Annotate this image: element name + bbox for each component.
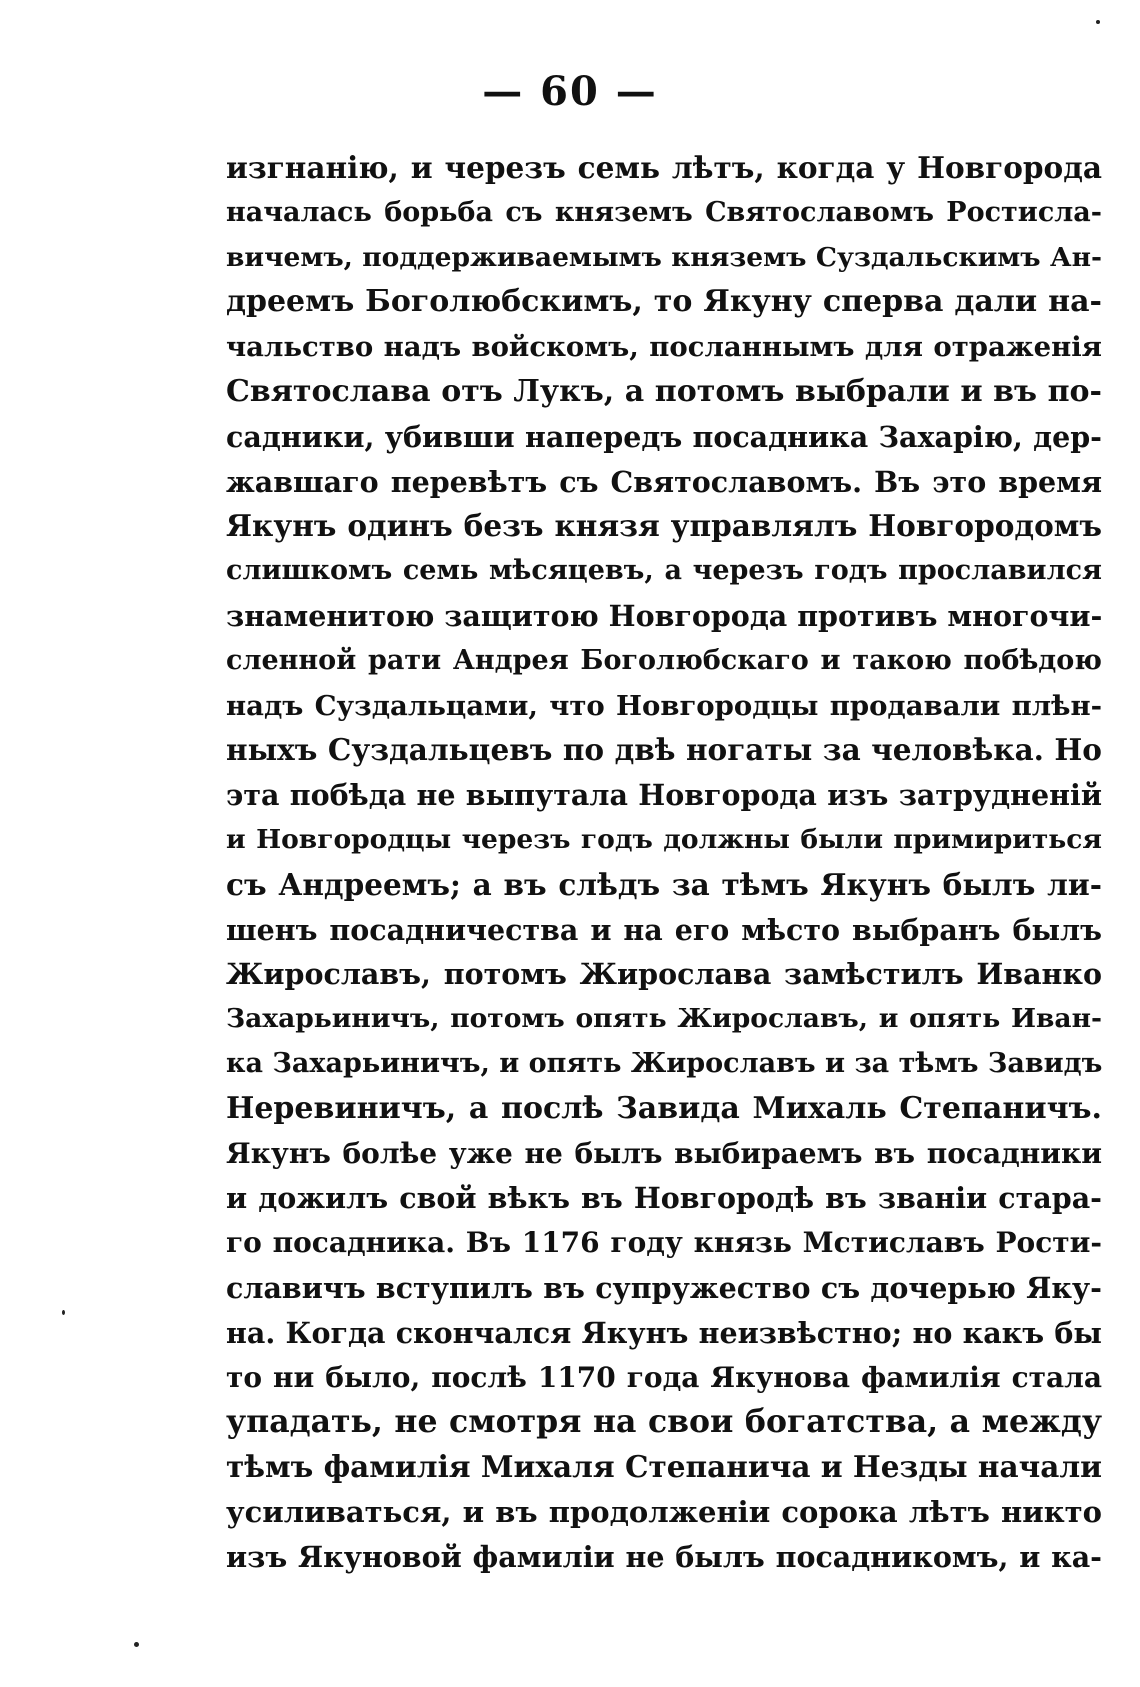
text-line-12: сленной рати Андрея Боголюбскаго и такою побѣдою [226, 644, 1102, 676]
text-line-9: Якунъ одинъ безъ князя управлялъ Новгородомъ [226, 508, 1102, 544]
text-line-22: Неревиничъ, а послѣ Завида Михаль Степаничъ. [226, 1090, 1102, 1126]
text-line-26: славичъ вступилъ въ супружество съ дочерью Яку- [226, 1270, 1102, 1305]
text-line-29: упадать, не смотря на свои богатства, а между [226, 1403, 1102, 1441]
text-line-21: ка Захарьиничъ, и опять Жирославъ и за тѣмъ Завидъ [226, 1047, 1103, 1079]
text-line-8: жавшаго перевѣтъ съ Святославомъ. Въ это время [226, 464, 1102, 499]
text-line-19: Жирославъ, потомъ Жирослава замѣстилъ Иванко [226, 957, 1102, 992]
text-line-15: эта побѣда не выпутала Новгорода изъ затрудненій [226, 778, 1102, 813]
page-number: — 60 — [482, 68, 658, 115]
text-line-27: на. Когда скончался Якунъ неизвѣстно; но какъ бы [226, 1315, 1102, 1350]
text-line-1: изгнанію, и черезъ семь лѣтъ, когда у Новгорода [226, 150, 1102, 185]
text-line-24: и дожилъ свой вѣкъ въ Новгородѣ въ званіи стара- [226, 1181, 1102, 1216]
text-line-16: и Новгородцы черезъ годъ должны были примириться [226, 823, 1102, 855]
text-line-23: Якунъ болѣе уже не былъ выбираемъ въ посадники [226, 1136, 1102, 1170]
text-line-18: шенъ посадничества и на его мѣсто выбранъ былъ [226, 912, 1102, 947]
text-line-10: слишкомъ семь мѣсяцевъ, а черезъ годъ прославился [226, 555, 1102, 587]
scan-speck [134, 1642, 139, 1647]
text-line-4: дреемъ Боголюбскимъ, то Якуну сперва дали на- [226, 284, 1102, 320]
text-line-13: надъ Суздальцами, что Новгородцы продавали плѣн- [226, 689, 1102, 722]
text-line-7: садники, убивши напередъ посадника Захарію, дер- [226, 419, 1102, 454]
text-line-2: началась борьба съ княземъ Святославомъ Ростисла- [226, 196, 1102, 228]
text-line-25: го посадника. Въ 1176 году князь Мстиславъ Рости- [226, 1226, 1102, 1260]
text-line-17: съ Андреемъ; а въ слѣдъ за тѣмъ Якунъ былъ ли- [226, 866, 1102, 902]
body-text [226, 146, 1102, 1580]
scan-speck [1096, 20, 1100, 24]
text-line-11: знаменитою защитою Новгорода противъ многочи- [226, 598, 1103, 633]
text-line-3: вичемъ, поддерживаемымъ княземъ Суздальскимъ Ан- [226, 241, 1102, 273]
text-line-31: усиливаться, и въ продолженіи сорока лѣтъ никто [226, 1494, 1102, 1529]
text-line-30: тѣмъ фамилія Михаля Степанича и Незды начали [226, 1449, 1102, 1485]
text-line-14: ныхъ Суздальцевъ по двѣ ногаты за человѣка. Но [226, 732, 1102, 768]
text-line-32: изъ Якуновой фамиліи не былъ посадникомъ, и ка- [226, 1539, 1102, 1574]
text-line-28: то ни было, послѣ 1170 года Якунова фамилія стала [226, 1360, 1102, 1394]
text-line-5: чальство надъ войскомъ, посланнымъ для отраженія [226, 331, 1102, 364]
text-line-20: Захарьиничъ, потомъ опять Жирославъ, и опять Иван- [226, 1003, 1102, 1035]
scan-speck [62, 1310, 65, 1315]
text-line-6: Святослава отъ Лукъ, а потомъ выбрали и въ по- [226, 373, 1102, 409]
